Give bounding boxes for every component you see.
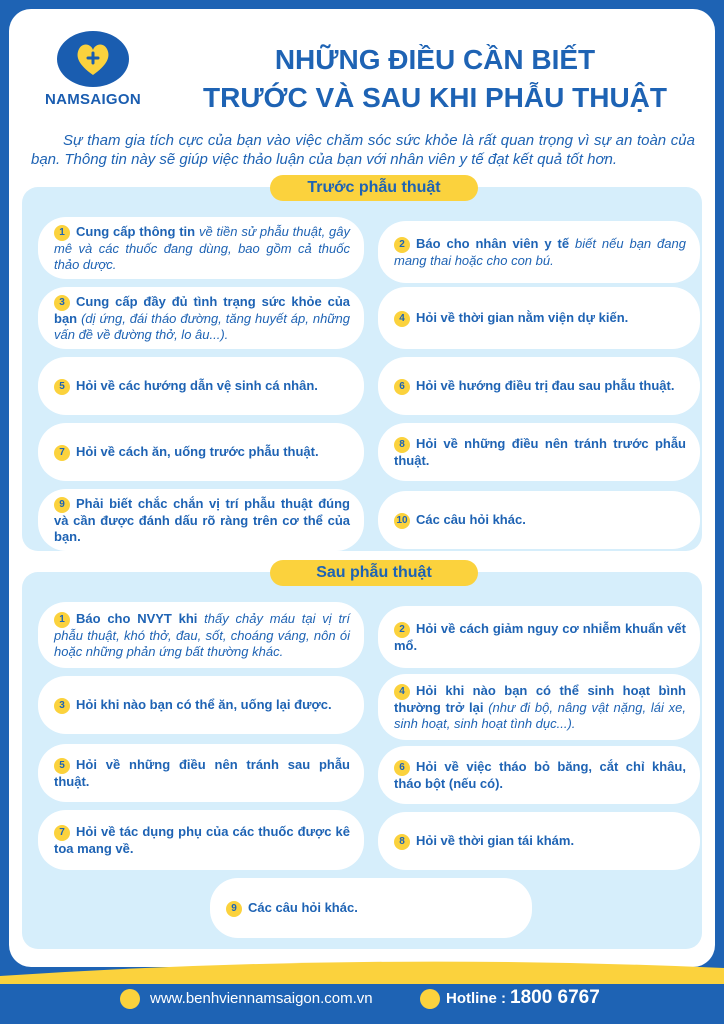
before-item-9: 9 Phải biết chắc chắn vị trí phẫu thuật đúng và cần được đánh dấu rõ ràng trên cơ thể của bạn. [38,489,364,551]
after-item-4: 4 Hỏi khi nào bạn có thể sinh hoạt bình thường trở lại (như đi bộ, nâng vật nặng, lái xe, sinh hoạt, sinh hoạt tình dục...). [378,674,700,740]
title-line-2: TRƯỚC VÀ SAU KHI PHẪU THUẬT [203,82,667,113]
after-item-9: 9 Các câu hỏi khác. [210,878,532,938]
before-item-2: 2 Báo cho nhân viên y tế biết nếu bạn đang mang thai hoặc cho con bú. [378,221,700,283]
intro-text: Sự tham gia tích cực của bạn vào việc chăm sóc sức khỏe là rất quan trọng vì sự an toàn của bạn. Thông tin này sẽ giúp việc thảo luận của bạn với nhân viên y tế đạt kết quả tốt hơn. [31,132,695,168]
after-item-6: 6 Hỏi về việc tháo bỏ băng, cắt chỉ khâu, tháo bột (nếu có). [378,746,700,804]
after-item-7: 7 Hỏi về tác dụng phụ của các thuốc được kê toa mang về. [38,810,364,870]
after-surgery-panel [22,564,702,949]
globe-icon [120,989,140,1009]
footer [0,982,724,1018]
before-item-4: 4 Hỏi về thời gian nằm viện dự kiến. [378,287,700,349]
after-item-3: 3 Hỏi khi nào bạn có thể ăn, uống lại được. [38,676,364,734]
poster-card [9,9,715,967]
hotline-label: Hotline : [446,990,506,1007]
website-link[interactable]: www.benhviennamsaigon.com.vn [150,990,373,1007]
hotline-number[interactable]: 1800 6767 [510,987,600,1008]
before-item-3: 3 Cung cấp đầy đủ tình trạng sức khỏe của bạn (dị ứng, đái tháo đường, tăng huyết áp, những vấn đề về đường thở, lo âu...). [38,287,364,349]
before-surgery-heading: Trước phẫu thuật [270,175,478,201]
before-item-5: 5 Hỏi về các hướng dẫn vệ sinh cá nhân. [38,357,364,415]
logo [33,31,153,108]
logo-heart-icon [57,31,129,87]
brand-name: NAMSAIGON [44,91,142,108]
after-item-8: 8 Hỏi về thời gian tái khám. [378,812,700,870]
after-surgery-heading: Sau phẫu thuật [270,560,478,586]
before-item-7: 7 Hỏi về cách ăn, uống trước phẫu thuật. [38,423,364,481]
before-item-10: 10 Các câu hỏi khác. [378,491,700,549]
page-title [179,41,691,117]
after-item-2: 2 Hỏi về cách giảm nguy cơ nhiễm khuẩn vết mổ. [378,606,700,668]
after-item-1: 1 Báo cho NVYT khi thấy chảy máu tại vị trí phẫu thuật, khó thở, đau, sốt, choáng váng, nôn ói hoặc những phản ứng bất thường khác. [38,602,364,668]
after-item-5: 5 Hỏi về những điều nên tránh sau phẫu thuật. [38,744,364,802]
phone-icon [420,989,440,1009]
before-item-8: 8 Hỏi về những điều nên tránh trước phẫu thuật. [378,423,700,481]
title-line-1: NHỮNG ĐIỀU CẦN BIẾT [274,44,596,75]
footer-wave [0,958,724,984]
before-surgery-panel [22,179,702,551]
before-item-6: 6 Hỏi về hướng điều trị đau sau phẫu thuật. [378,357,700,415]
before-item-1: 1 Cung cấp thông tin về tiền sử phẫu thuật, gây mê và các thuốc đang dùng, bao gồm cả thuốc thảo dược. [38,217,364,279]
